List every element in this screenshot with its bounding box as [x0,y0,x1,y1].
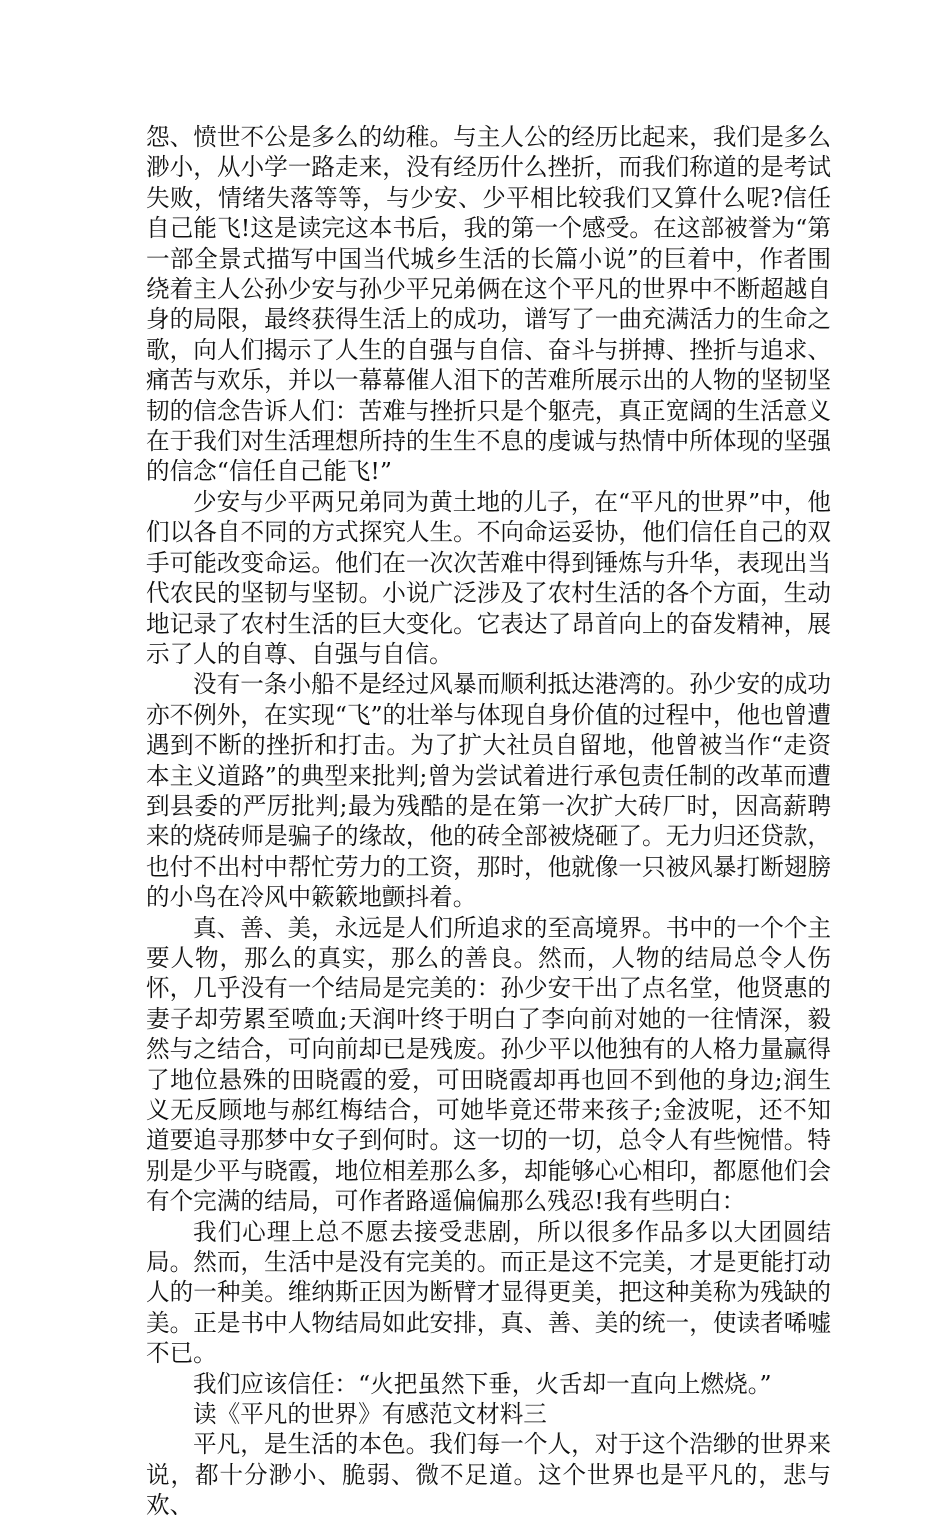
paragraph: 少安与少平两兄弟同为黄土地的儿子，在“平凡的世界”中，他们以各自不同的方式探究人生。不向命运妥协，他们信任自己的双手可能改变命运。他们在一次次苦难中得到锤炼与升华，表现出当代农民的坚韧与坚韧。小说广泛涉及了农村生活的各个方面，生动地记录了农村生活的巨大变化。它表达了昂首向上的奋发精神，展示了人的自尊、自强与自信。 [146,487,831,668]
document-body [146,122,831,1521]
paragraph: 我们应该信任：“火把虽然下垂，火舌却一直向上燃烧。” [193,1369,772,1398]
paragraph: 怨、愤世不公是多么的幼稚。与主人公的经历比起来，我们是多么渺小，从小学一路走来，没有经历什么挫折，而我们称道的是考试失败，情绪失落等等，与少安、少平相比较我们又算什么呢?信任自己能飞!这是读完这本书后，我的第一个感受。在这部被誉为“第一部全景式描写中国当代城乡生活的长篇小说”的巨着中，作者围绕着主人公孙少安与孙少平兄弟俩在这个平凡的世界中不断超越自身的局限，最终获得生活上的成功，谱写了一曲充满活力的生命之歌，向人们揭示了人生的自强与自信、奋斗与拼搏、挫折与追求、痛苦与欢乐，并以一幕幕催人泪下的苦难所展示出的人物的坚韧坚韧的信念告诉人们：苦难与挫折只是个躯壳，真正宽阔的生活意义在于我们对生活理想所持的生生不息的虔诚与热情中所体现的坚强的信念“信任自己能飞!” [146,123,831,486]
section-heading: 读《平凡的世界》有感范文材料三 [193,1400,547,1429]
paragraph: 没有一条小船不是经过风暴而顺利抵达港湾的。孙少安的成功亦不例外，在实现“飞”的壮举与体现自身价值的过程中，他也曾遭遇到不断的挫折和打击。为了扩大社员自留地，他曾被当作“走资本主义道路”的典型来批判;曾为尝试着进行承包责任制的改革而遭到县委的严厉批判;最为残酷的是在第一次扩大砖厂时，因高薪聘来的烧砖师是骗子的缘故，他的砖全部被烧砸了。无力归还贷款，也付不出村中帮忙劳力的工资，那时，他就像一只被风暴打断翅膀的小鸟在冷风中簌簌地颤抖着。 [146,670,831,912]
paragraph: 平凡，是生活的本色。我们每一个人，对于这个浩缈的世界来说，都十分渺小、脆弱、微不足道。这个世界也是平凡的，悲与欢、 [146,1430,831,1520]
paragraph: 我们心理上总不愿去接受悲剧，所以很多作品多以大团圆结局。然而，生活中是没有完美的。而正是这不完美，才是更能打动人的一种美。维纳斯正因为断臂才显得更美，把这种美称为残缺的美。正是书中人物结局如此安排，真、善、美的统一，使读者唏嘘不已。 [146,1217,831,1368]
paragraph: 真、善、美，永远是人们所追求的至高境界。书中的一个个主要人物，那么的真实，那么的善良。然而，人物的结局总令人伤怀，几乎没有一个结局是完美的：孙少安干出了点名堂，他贤惠的妻子却劳累至喷血;天润叶终于明白了李向前对她的一往情深，毅然与之结合，可向前却已是残废。孙少平以他独有的人格力量赢得了地位悬殊的田晓霞的爱，可田晓霞却再也回不到他的身边;润生义无反顾地与郝红梅结合，可她毕竟还带来孩子;金波呢，还不知道要追寻那梦中女子到何时。这一切的一切，总令人有些惋惜。特别是少平与晓霞，地位相差那么多，却能够心心相印，都愿他们会有个完满的结局，可作者路遥偏偏那么残忍!我有些明白： [146,913,831,1216]
